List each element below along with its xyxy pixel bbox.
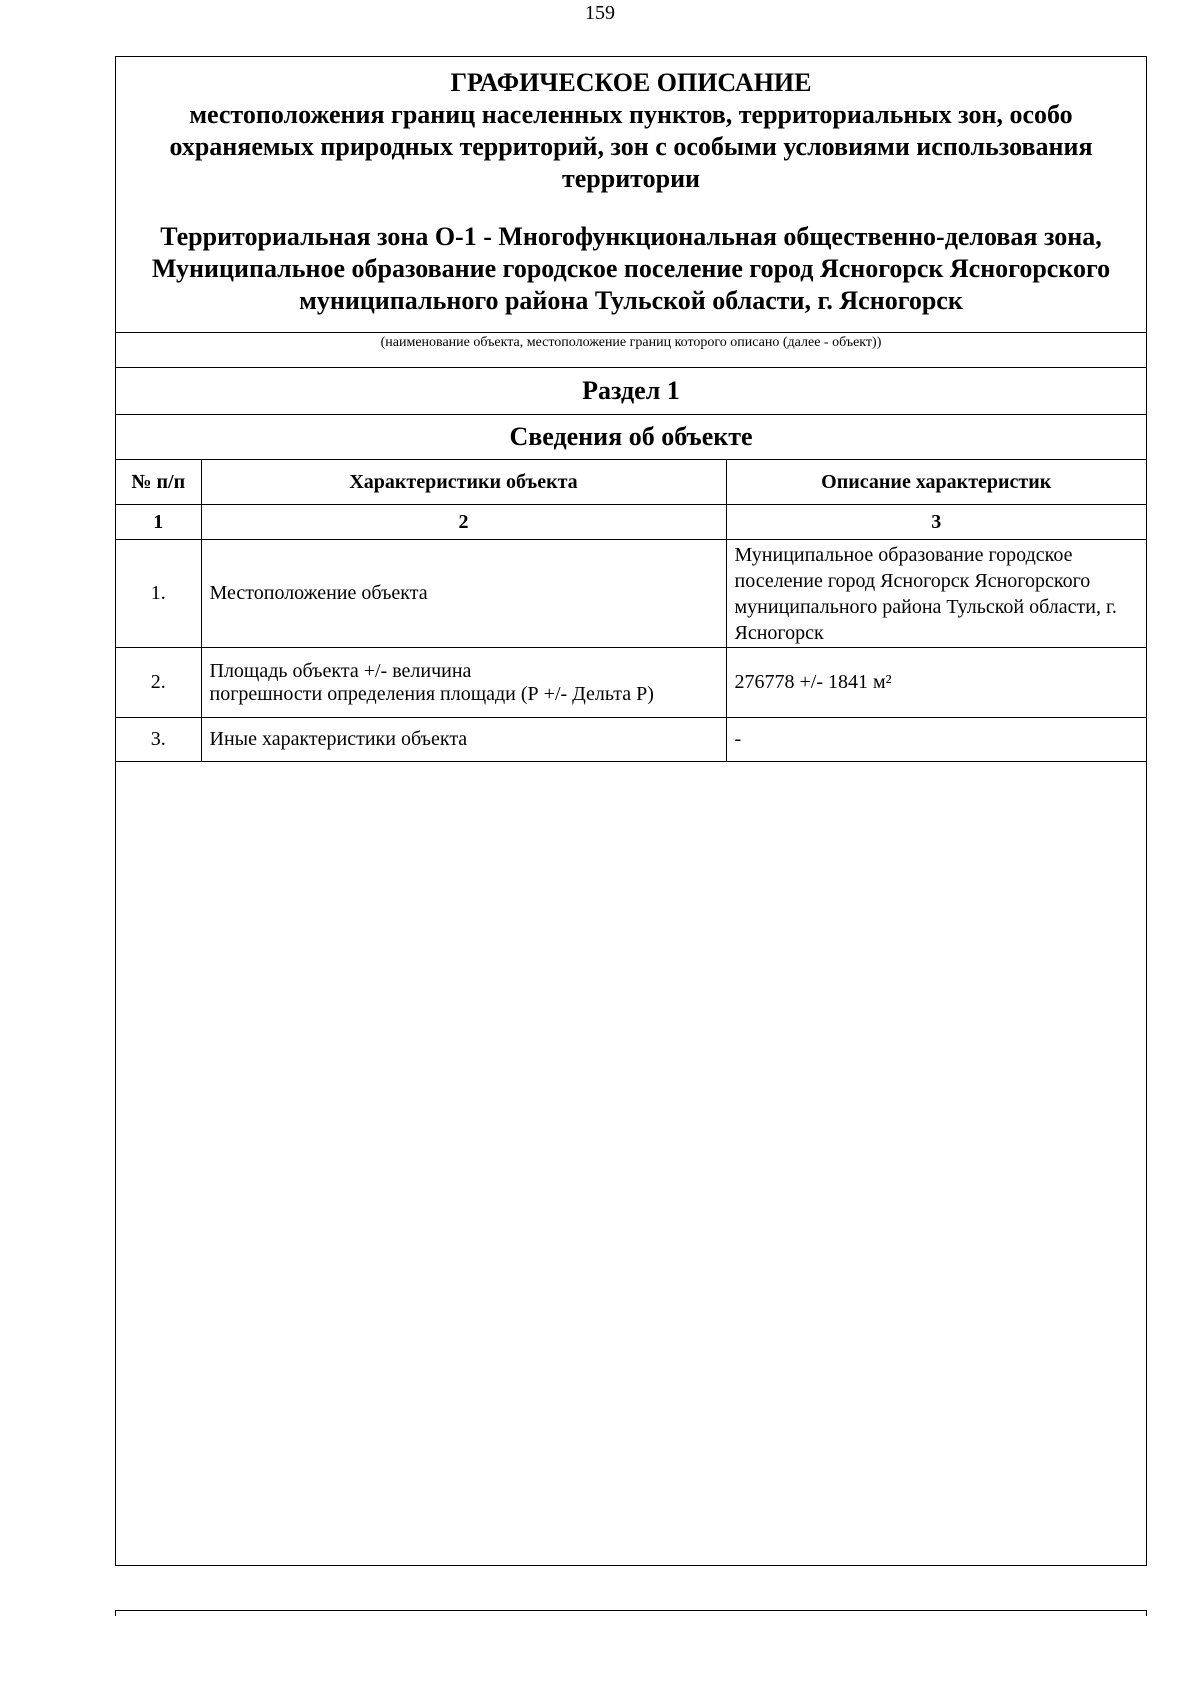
row-number: 1. (116, 540, 201, 648)
characteristic-line: Площадь объекта +/- величина (209, 659, 472, 682)
document-frame (115, 56, 1147, 1566)
column-number-row (116, 505, 1146, 540)
page-number: 159 (585, 2, 615, 24)
description-cell: - (726, 718, 1146, 762)
description-cell: 276778 +/- 1841 м² (726, 648, 1146, 718)
document-header (116, 57, 1146, 332)
table-row (116, 648, 1146, 718)
object-info-table (116, 459, 1146, 762)
section-title: Сведения об объекте (509, 422, 753, 451)
characteristic-cell: Иные характеристики объекта (201, 718, 726, 762)
characteristic-cell: Местоположение объекта (201, 540, 726, 648)
table-row (116, 718, 1146, 762)
table-row (116, 540, 1146, 648)
document-title: ГРАФИЧЕСКОЕ ОПИСАНИЕ (450, 68, 812, 97)
divider (116, 367, 1146, 368)
document-subtitle: местоположения границ населенных пунктов, территориальных зон, особо охраняемых природных территорий, зон с особыми условиями использования территории (169, 100, 1093, 193)
column-header-description: Описание характеристик (726, 460, 1146, 505)
description-cell: Муниципальное образование городское поселение город Ясногорск Ясногорского муниципального района Тульской области, г. Ясногорск (726, 540, 1146, 648)
object-name: Территориальная зона О-1 - Многофункциональная общественно-деловая зона, Муниципальное образование городское поселение город Ясногорск Ясногорского муниципального района Тульской области, г. Ясногорск (151, 222, 1111, 315)
object-name-caption: (наименование объекта, местоположение границ которого описано (далее - объект)) (380, 335, 882, 350)
next-frame-edge (115, 1610, 1147, 1616)
column-header-characteristic: Характеристики объекта (201, 460, 726, 505)
row-number: 2. (116, 648, 201, 718)
column-number: 3 (726, 505, 1146, 540)
column-number: 2 (201, 505, 726, 540)
characteristic-line: погрешности определения площади (Р +/- Дельта Р) (209, 682, 654, 705)
table-header-row (116, 460, 1146, 505)
section-number: Раздел 1 (582, 376, 680, 405)
column-header-number: № п/п (116, 460, 201, 505)
row-number: 3. (116, 718, 201, 762)
column-number: 1 (116, 505, 201, 540)
characteristic-cell (201, 648, 726, 718)
